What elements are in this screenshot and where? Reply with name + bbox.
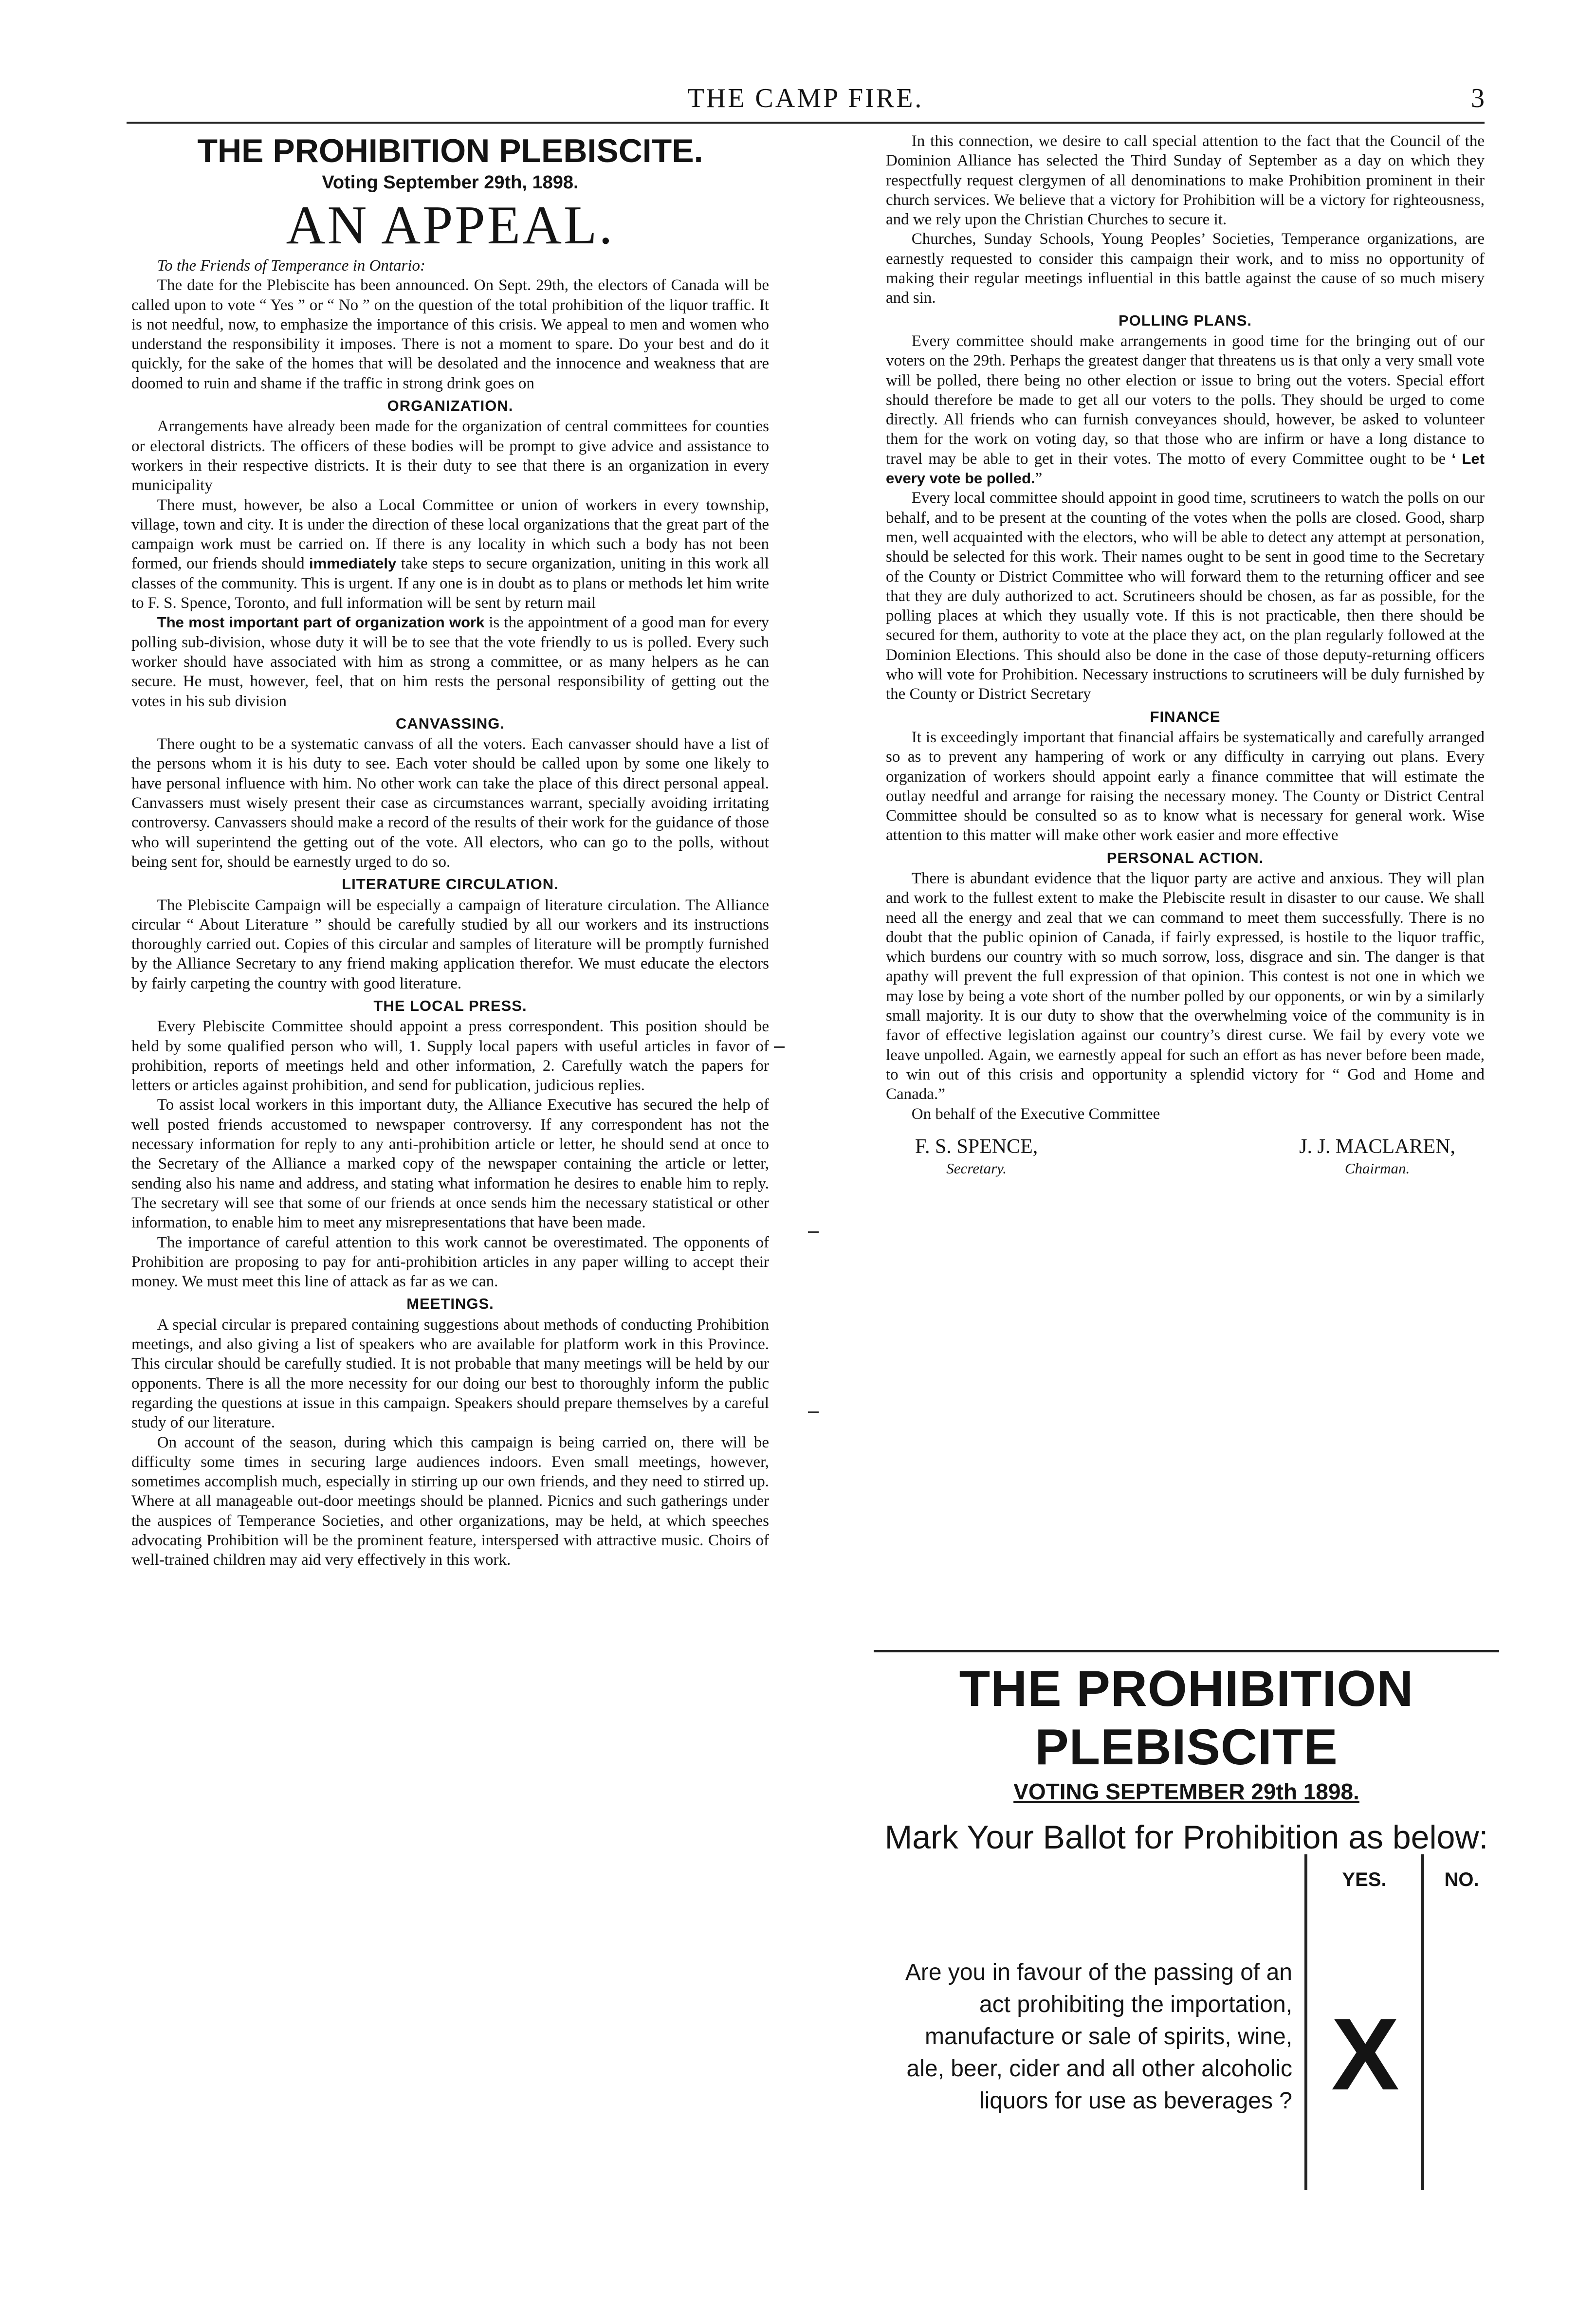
motto-close-quote: ” — [1035, 470, 1043, 488]
organization-paragraph-2 — [131, 495, 769, 613]
chairman-name: J. J. MACLAREN, — [1299, 1135, 1455, 1158]
continuation-paragraph-2: Churches, Sunday Schools, Young Peoples’ Societies, Temperance organizations, are earnestly requested to consider this campaign their work, and to miss no opportunity of making their regular meetings influential in this battle against the cause of so much misery and sin. — [886, 230, 1485, 307]
finance-paragraph: It is exceedingly important that financial affairs be systematically and carefully arranged so as to prevent any hampering of work or any difficulty in carrying out plans. Every organization of workers should appoint early a finance committee that will estimate the outlay needful and arrange for raising the necessary money. The County or District Central Committee should be consulted so as to know what is necessary for general work. Wise attention to this matter will make other work easier and more effective — [886, 728, 1485, 844]
signatures — [886, 1135, 1485, 1178]
meetings-paragraph-1: A special circular is prepared containing suggestions about methods of conducting Prohibition meetings, and also giving a list of speakers who are available for platform work in this Province. This circular should be carefully studied. It is not probable that many meetings will be held by our opponents. There is all the more necessity for our doing our best to thoroughly inform the public regarding the questions at issue in this campaign. Speakers should prepare themselves by a careful study of our literature. — [131, 1316, 769, 1432]
yes-column-label: YES. — [1342, 1869, 1387, 1890]
voting-date-line: Voting September 29th, 1898. — [322, 172, 579, 193]
polling-paragraph-1-text: Every committee should make arrangements in good time for the bringing out of our voters on the 29th. Perhaps the greatest danger that threatens us is that only a very small vote will be polled, there being no other election or issue to bring out the voters. Special effort should therefore be made to get all our voters to the polls. They should be urged to come directly. All friends who can furnish conveyances should, however, be asked to volunteer them for the work on voting day, so that those who are infirm or have a long distance to travel may be able to get in their votes. The motto of every Committee ought to be — [886, 332, 1485, 468]
personal-action-heading: PERSONAL ACTION. — [1106, 849, 1264, 866]
local-press-paragraph-3: The importance of careful attention to this work cannot be overestimated. The opponents of Prohibition are proposing to pay for anti-prohibition articles in any paper willing to accept their money. We must meet this line of attack as far as we can. — [131, 1233, 769, 1291]
ballot-divider-left — [1304, 1854, 1307, 2190]
literature-heading: LITERATURE CIRCULATION. — [342, 876, 559, 893]
intro-paragraph: The date for the Plebiscite has been announced. On Sept. 29th, the electors of Canada will be called upon to vote “ Yes ” or “ No ” on the question of the total prohibition of the liquor traffic. It is not needful, now, to emphasize the importance of this crisis. We appeal to men and women who understand the responsibility it imposes. There is not a moment to spare. Do your best and do it quickly, for the sake of the homes that will be desolated and the innocence and weakness that are doomed to ruin and shame if the traffic in strong drink goes on — [131, 276, 769, 392]
ballot-sample — [874, 1660, 1499, 2190]
chairman-role: Chairman. — [1344, 1159, 1410, 1177]
margin-mark — [808, 1231, 819, 1233]
organization-paragraph-3 — [131, 613, 769, 711]
literature-paragraph: The Plebiscite Campaign will be especially a campaign of literature circulation. The Alliance circular “ About Literature ” should be carefully studied by all our workers and its instructions thoroughly carried out. Copies of this circular and samples of literature will be promptly furnished by the Alliance Secretary to any friend making application therefor. We must educate the electors by fairly carpeting the country with good literature. — [131, 896, 769, 992]
finance-heading: FINANCE — [1150, 708, 1221, 725]
canvassing-paragraph: There ought to be a systematic canvass of all the voters. Each canvasser should have a list of the persons whom it is his duty to see. Each voter should be called upon by some one likely to have personal influence with him. No other work can take the place of this direct personal appeal. Canvassers must wisely present their case as circumstances warrant, specially avoiding irritating controversy. Canvassers should make a record of the results of their work for the guidance of those who will superintend the getting out of the vote. All electors, who can go to the polls, without being sent for, should be earnestly urged to do so. — [131, 735, 769, 871]
meetings-paragraph-2: On account of the season, during which this campaign is being carried on, there will be difficulty some times in securing large audiences indoors. Even small meetings, however, sometimes accomplish much, especially in stirring up our own friends, and they need to stirred up. Where at all manageable out-door meetings should be planned. Picnics and such gatherings under the auspices of Temperance Societies, and other organizations, may be held, at which speeches advocating Prohibition will be the prominent feature, interspersed with attractive music. Choirs of well-trained children may aid very effectively in this work. — [131, 1433, 769, 1569]
no-column-label: NO. — [1444, 1869, 1479, 1890]
organization-heading: ORGANIZATION. — [387, 397, 514, 415]
left-column — [131, 131, 769, 1570]
right-column — [886, 131, 1485, 1178]
salutation: To the Friends of Temperance in Ontario: — [157, 257, 426, 275]
appeal-heading: AN APPEAL. — [286, 195, 615, 256]
ballot-divider-middle — [1421, 1854, 1424, 2190]
local-press-heading: THE LOCAL PRESS. — [373, 997, 527, 1014]
secretary-role: Secretary. — [946, 1159, 1007, 1177]
local-press-paragraph-2: To assist local workers in this important duty, the Alliance Executive has secured the help of well posted friends accustomed to newspaper controversy. If any correspondent has not the necessary information for reply to any anti-prohibition article or letter, he should send at once to the Secretary of the Alliance a marked copy of the newspaper containing the article or letter, sending also his name and address, and stating what information he desires to enable him to reply. The secretary will see that some of our friends at once sends him the necessary statistical or other information, to enable him to meet any misrepresentations that have been made. — [131, 1096, 769, 1232]
continuation-paragraph-1: In this connection, we desire to call special attention to the fact that the Council of the Dominion Alliance has selected the Third Sunday of September as a day on which they respectfully request clergymen of all denominations to make Prohibition prominent in their church services. We believe that a victory for Prohibition will be a victory for righteousness, and we rely upon the Christian Churches to secure it. — [886, 132, 1485, 229]
organization-paragraph-2-end: take steps to secure organization, uniting in this work all classes of the community. This is urgent. If any one is in doubt as to plans or methods let him write to F. S. Spence, Toronto, and full information will be sent by return mail — [131, 555, 770, 612]
ballot-top-rule — [874, 1650, 1499, 1652]
margin-mark — [774, 1046, 785, 1048]
on-behalf-line: On behalf of the Executive Committee — [911, 1105, 1160, 1123]
ballot-title: THE PROHIBITION PLEBISCITE — [959, 1661, 1414, 1775]
page-header — [127, 83, 1485, 122]
yes-x-mark: X — [1331, 1997, 1400, 2111]
ballot-question: Are you in favour of the passing of an act prohibiting the importation, manufacture or sale of spirits, wine, ale, beer, cider and all other alcoholic liquors for use as beverages ? — [905, 1959, 1292, 2114]
meetings-heading: MEETINGS. — [406, 1295, 494, 1313]
page-number: 3 — [1471, 83, 1485, 113]
immediately-emphasis: immediately — [309, 555, 397, 572]
polling-paragraph-1 — [886, 331, 1485, 488]
organization-paragraph-2-start: There must, however, be also a Local Committee or union of workers in every township, village, town and city. It is under the direction of these local organizations that the great part of the campaign work must be carried on. If there is any locality in which such a body has not been formed, our friends should — [131, 496, 769, 573]
signature-chairman — [1299, 1135, 1455, 1178]
newspaper-title: THE CAMP FIRE. — [687, 83, 924, 113]
ballot-voting-date: VOTING SEPTEMBER 29th 1898. — [1013, 1779, 1359, 1804]
canvassing-heading: CANVASSING. — [395, 714, 505, 732]
local-press-paragraph-1: Every Plebiscite Committee should appoint a press correspondent. This position should be held by some qualified person who will, 1. Supply local papers with useful articles in favor of prohibition, reports of meetings held and other information, 2. Carefully watch the papers for letters or articles against prohibition, and send for publication, judicious replies. — [131, 1018, 769, 1095]
margin-mark — [808, 1411, 819, 1413]
ballot-instruction: Mark Your Ballot for Prohibition as below: — [884, 1819, 1488, 1856]
personal-action-paragraph: There is abundant evidence that the liquor party are active and anxious. They will plan and work to the fullest extent to make the Plebiscite result in disaster to our cause. We shall need all the energy and zeal that we can command to meet them successfully. There is no doubt that the public opinion of Canada, if fairly expressed, is hostile to the liquor traffic, which burdens our country with so much sorrow, loss, disgrace and sin. The danger is that apathy will prevent the full expression of that opinion. This contest is not one in which we may lose by being a vote short of the number polled by our opponents, or win by a similarly small majority. It is our duty to show that the overwhelming voice of the community is in favor of effective legislation against our country’s direst curse. We fail by every vote we leave unpolled. Again, we earnestly appeal for such an effort as has never before been made, to win out of this crisis and opportunity a splendid victory for “ God and Home and Canada.” — [886, 869, 1485, 1103]
organization-paragraph-3-end: is the appointment of a good man for every polling sub-division, whose duty it will be to see that the vote friendly to us is polled. Every such worker should have associated with him as strong a committee, or as many helpers as he can secure. He must, however, feel, that on him rests the personal responsibility of getting out the votes in his sub division — [131, 614, 770, 710]
important-part-emphasis: The most important part of organization work — [157, 614, 485, 631]
secretary-name: F. S. SPENCE, — [915, 1135, 1038, 1158]
polling-paragraph-2: Every local committee should appoint in good time, scrutineers to watch the polls on our behalf, and to be present at the counting of the votes when the polls are closed. Good, sharp men, well acquainted with the electors, who will be able to detect any attempt at personation, should be selected for this work. Their names ought to be sent in good time to the Secretary of the County or District Committee who will forward them to the returning officer and see that they are duly authorized to act. Scrutineers should be chosen, as far as possible, for the polling places at which they usually vote. If this is not practicable, then there should be secured for them, authority to vote at the place they act, on the plan regularly followed at the Dominion Elections. This should also be done in the case of those deputy-returning officers who will vote for Prohibition. Necessary instructions to scrutineers will be duly furnished by the County or District Secretary — [886, 489, 1485, 703]
signature-secretary — [915, 1135, 1038, 1178]
header-rule — [127, 122, 1485, 124]
organization-paragraph-1: Arrangements have already been made for the organization of central committees for counties or electoral districts. The officers of these bodies will be prompt to give advice and assistance to workers in their respective districts. It is their duty to see that there is an organization in every municipality — [131, 418, 769, 494]
motto-emphasis: ‘ Let every vote be polled. — [886, 450, 1485, 487]
article-title: THE PROHIBITION PLEBISCITE. — [197, 132, 703, 169]
polling-plans-heading: POLLING PLANS. — [1118, 311, 1252, 329]
